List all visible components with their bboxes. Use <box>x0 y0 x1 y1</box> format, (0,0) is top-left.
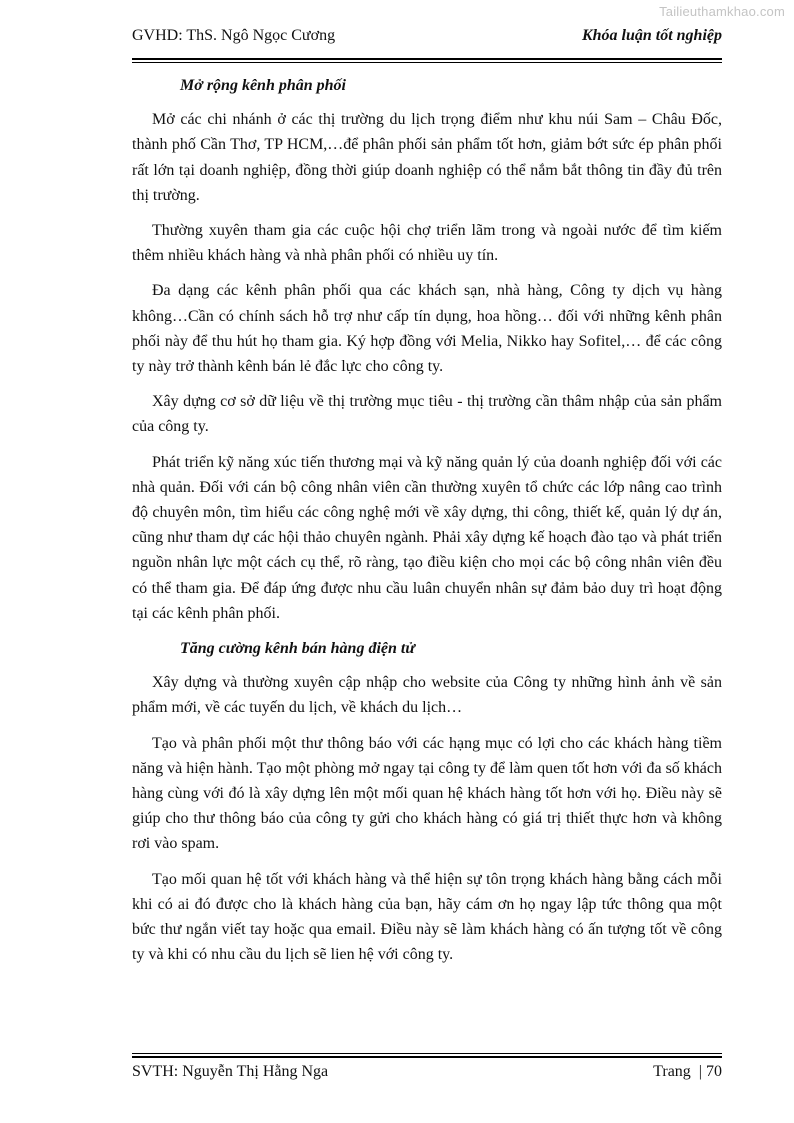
paragraph: Xây dựng cơ sở dữ liệu về thị trường mục tiêu - thị trường cần thâm nhập của sản phẩm của công ty. <box>132 393 722 436</box>
header-rule-thin <box>132 62 722 63</box>
paragraph: Xây dựng và thường xuyên cập nhập cho website của Công ty những hình ảnh về sản phẩm mới, về các tuyến du lịch, về khách du lịch… <box>132 674 722 717</box>
header-doc-type: Khóa luận tốt nghiệp <box>581 27 722 44</box>
section-heading: Tăng cường kênh bán hàng điện tử <box>180 640 415 658</box>
footer-rule-thin <box>132 1053 722 1054</box>
paragraph: Phát triển kỹ năng xúc tiến thương mại và kỹ năng quản lý của doanh nghiệp đối với các nhà quản. Đối với cán bộ công nhân viên cần thường xuyên tổ chức các lớp nâng cao trình độ chuyên môn, tìm hiểu các công nghệ mới về xây dựng, thi công, thiết kế, quản lý dự án, cũng như tham dự các hội thảo chuyên ngành. Phải xây dựng kế hoạch đào tạo và phát triển nguồn nhân lực một cách cụ thể, rõ ràng, tạo điều kiện cho mọi các bộ công nhân viên đều có thể tham gia. Để đáp ứng được nhu cầu luân chuyển nhân sự đảm bảo duy trì hoạt động tại các kênh phân phối. <box>132 453 722 622</box>
page-header <box>132 27 722 55</box>
paragraph: Đa dạng các kênh phân phối qua các khách sạn, nhà hàng, Công ty dịch vụ hàng không…Cần có chính sách hỗ trợ như cấp tín dụng, hoa hồng… đối với những kênh phân phối này để thu hút họ tham gia. Ký hợp đồng với Melia, Nikko hay Sofitel,… để các công ty này trở thành kênh bán lẻ đắc lực cho công ty. <box>132 282 722 376</box>
paragraph: Mở các chi nhánh ở các thị trường du lịch trọng điểm như khu núi Sam – Châu Đốc, thành phố Cần Thơ, TP HCM,…để phân phối sản phẩm tốt hơn, giảm bớt sức ép phân phối rất lớn tại doanh nghiệp, đồng thời giúp doanh nghiệp có thể nắm bắt thông tin đầy đủ trên thị trường. <box>132 111 722 204</box>
footer-rule-thick <box>132 1056 722 1058</box>
page-number: Trang | 70 <box>653 1063 722 1080</box>
paragraph: Tạo mối quan hệ tốt với khách hàng và thể hiện sự tôn trọng khách hàng bằng cách mỗi khi có ai đó được cho là khách hàng của bạn, hãy cám ơn họ ngay lập tức thông qua một bức thư ngắn viết tay hoặc qua email. Điều này sẽ làm khách hàng có ấn tượng tốt về công ty và khi có nhu cầu du lịch sẽ lien hệ với công ty. <box>132 870 722 964</box>
header-rule-thick <box>132 58 722 60</box>
watermark: Tailieuthamkhao.com <box>659 4 785 19</box>
section-heading: Mở rộng kênh phân phối <box>180 77 346 94</box>
section-distribution <box>132 73 722 626</box>
section-e-commerce <box>132 636 722 967</box>
page-body <box>132 73 722 978</box>
footer-student: SVTH: Nguyễn Thị Hằng Nga <box>132 1063 329 1080</box>
paragraph: Thường xuyên tham gia các cuộc hội chợ triển lãm trong và ngoài nước để tìm kiếm thêm nhiều khách hàng và nhà phân phối có nhiều uy tín. <box>132 222 722 265</box>
paragraph: Tạo và phân phối một thư thông báo với các hạng mục có lợi cho các khách hàng tiềm năng và hiện hành. Tạo một phòng mở ngay tại công ty để làm quen tốt hơn với đa số khách hàng cùng với đó là xây dựng lên một mối quan hệ khách hàng tốt hơn với họ. Điều này sẽ giúp cho thư thông báo của công ty gửi cho khách hàng có giá trị thiết thực hơn và không rơi vào spam. <box>132 734 722 853</box>
header-advisor: GVHD: ThS. Ngô Ngọc Cương <box>132 27 336 44</box>
